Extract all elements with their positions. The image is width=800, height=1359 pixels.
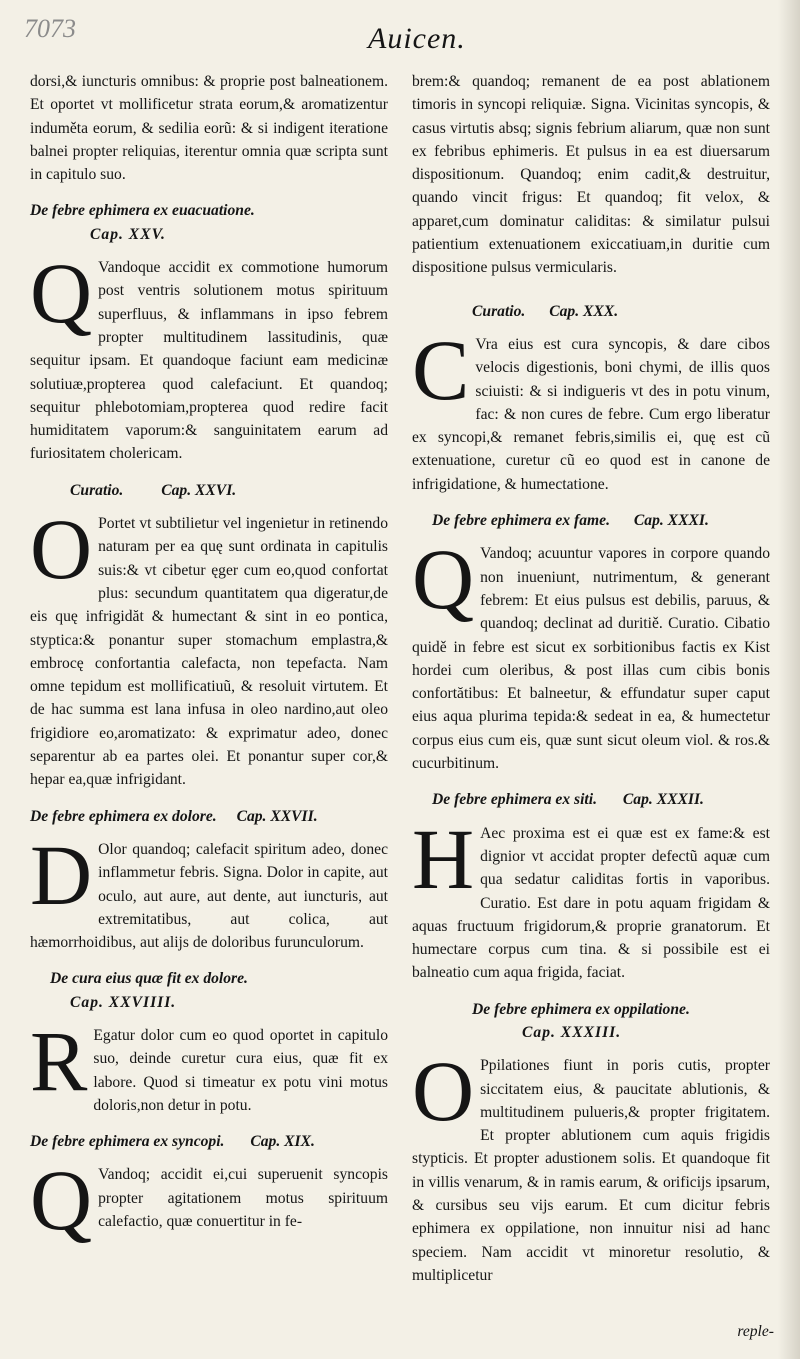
drop-cap: H bbox=[412, 810, 475, 907]
section-title: Curatio. bbox=[472, 302, 526, 320]
section-body bbox=[30, 245, 388, 466]
section-heading bbox=[70, 479, 388, 502]
section-title: De febre ephimera ex syncopi. bbox=[30, 1133, 225, 1151]
left-column bbox=[30, 70, 388, 1249]
section-text: Ppilationes fiunt in poris cutis, propter siccitatem eius, & paucitate ablutionis, & multitudinem pulueris,& propter frigitatem. Et propter ablutionem cum aquis frigidis stypticis. Et propter adustionem solis. Et quandoque fit in villis venarum, & in ramis earum, & orificijs ipsarum, & cursibus seu vijs earum. Et cum dicitur febris ephimera ex oppilatione, non innuitur nisi ad hanc speciem. Nam accidit vt minoretur resolutio, & multiplicetur bbox=[412, 1057, 770, 1284]
chapter-number: Cap. XXV. bbox=[90, 225, 166, 243]
section-heading bbox=[30, 1130, 388, 1153]
page-header bbox=[0, 0, 800, 70]
catchword: reple- bbox=[737, 1323, 774, 1340]
paragraph-continuation: dorsi,& iuncturis omnibus: & proprie post balneationem. Et oportet vt mollificetur strata eorum,& aromatizentur induměta eorum, & sedilia eorũ: & si indigent iteratione balnei propter reliquias, iterentur omnia quæ scripta sunt in capitulo suo. bbox=[30, 73, 388, 184]
section-text: Vra eius est cura syncopis, & dare cibos velocis digestionis, boni chymi, de illis quos sciuisti: & si indigueris vt des in potu vinum, fac: & non cures de febre. Cum ergo liberatur ex syncopi,& remanet febris,similis ei, quę est cũ extenuatione, curetur cũ eo quod est in canone de infrigidatione, & humectatione. bbox=[412, 335, 770, 493]
section-body bbox=[412, 810, 770, 985]
paragraph-continuation: brem:& quandoq; remanent de ea post ablationem timoris in syncopi reliquiæ. Signa. Vicinitas syncopis, & casus virtutis absq; signis febrium aliarum, quæ non sunt ex febribus ephimeris. Et pulsus in ea est diuersarum dispositionum. Quandoq; enim cadit,& destruitur, quando vincit frigus: Et quandoq; fit velox, & apparet,cum dominatur caliditas: & similatur pulsui patientium extenuationem exiccatiuam,in duritie cum dispositione pulsus vermicularis. bbox=[412, 73, 770, 277]
running-head: Auicen. bbox=[368, 22, 466, 55]
drop-cap: Q bbox=[30, 1152, 93, 1249]
section-text: Vandoq; accidit ei,cui superuenit syncopis propter agitationem motus spirituum calefactio, quæ conuertitur in fe- bbox=[98, 1166, 388, 1231]
section-title: De febre ephimera ex dolore. bbox=[30, 807, 217, 825]
section-body bbox=[412, 1043, 770, 1287]
section-title: De febre ephimera ex siti. bbox=[432, 791, 597, 809]
chapter-number: Cap. XXVI. bbox=[161, 481, 237, 499]
section-text: Aec proxima est ei quæ est ex fame:& est dignior vt accidat propter defectũ aquæ cum qua sedatur caliditas fortis in vaporibus. Curatio. Est dare in potu aquam frigidam & aquas fructuum frigidorum,& proprie granatorum. Et humectare corpus cum tina. & si possibile est ei balneatio cum aqua frigida, faciat. bbox=[412, 824, 770, 982]
drop-cap: D bbox=[30, 826, 93, 923]
section-title: Curatio. bbox=[70, 481, 124, 499]
section-heading bbox=[432, 788, 770, 811]
section-body bbox=[412, 531, 770, 775]
page-number: 7073 bbox=[24, 14, 76, 43]
section-text: Portet vt subtilietur vel ingenietur in retinendo naturam per ea quę sunt ordinata in capitulis suis:& vt cibetur ęger cum eo,quod confortat plus: secundum quantitatem qua digeratur,de eis quę infrigidăt & humectant & sint in eo pontica, styptica:& ponantur super stomachum emplastra,& embrocę confortantia calefacta, non tepefacta. Nam omne tepidum est mollificatiuũ, & resoluit virtutem. Et de hac summa est lana infusa in oleo nardino,aut oleo frigidiore eo,aromatizato: & exprimatur adeo, donec separentur ab ea partes olei. Et ponantur super cor,& hepar ea,quæ infrigidant. bbox=[30, 515, 388, 789]
section-text: Vandoq; acuuntur vapores in corpore quando non inueniunt, nutrimentum, & generant febrem: Et eius pulsus est debilis, paruus, & quandoq; declinat ad duritiě. Curatio. Cibatio quidě in febre est sicut ex sorbitionibus factis ex Kist hordei cum oleribus, & post illas cum cibis bonis confortătibus: Et balneetur, & effundatur super caput eius aqua plurima tepida:& sedeat in ea, & humectetur corpus eius cum eis, quæ sunt sicut oleum viol. & ros.& cucurbitinum. bbox=[412, 545, 770, 773]
section-heading bbox=[432, 509, 770, 532]
page-edge-shadow bbox=[778, 0, 800, 1359]
section-heading bbox=[30, 805, 388, 828]
section-body bbox=[30, 501, 388, 792]
drop-cap: C bbox=[412, 321, 470, 418]
section-heading: De febre ephimera ex euacuatione. bbox=[30, 202, 255, 220]
section-text: Vandoque accidit ex commotione humorum post ventris solutionem motus spirituum superfluus, & inflammans in ipso febrem propter multitudinem lassitudinis, quæ sequitur ipsam. Et quandoque faciunt eam medicinæ solutiuæ,propterea quod calefaciunt. Et quandoq; sequitur phlebotomiam,propterea quod redire facit humiditatem vaporum:& sanguinitatem earum ad furiositatem cholericam. bbox=[30, 259, 388, 463]
chapter-number: Cap. XXXIII. bbox=[522, 1023, 622, 1041]
section-body bbox=[30, 826, 388, 954]
section-title: De febre ephimera ex fame. bbox=[432, 512, 610, 530]
drop-cap: R bbox=[30, 1012, 88, 1109]
chapter-number: Cap. XXXI. bbox=[633, 512, 709, 530]
section-body bbox=[30, 1152, 388, 1249]
section-heading bbox=[472, 300, 770, 323]
chapter-number: Cap. XXVIIII. bbox=[70, 993, 177, 1011]
chapter-number: Cap. XXX. bbox=[549, 302, 619, 320]
chapter-number: Cap. XXXII. bbox=[622, 791, 704, 809]
chapter-number: Cap. XXVII. bbox=[236, 807, 318, 825]
drop-cap: Q bbox=[30, 245, 93, 342]
drop-cap: Q bbox=[412, 531, 475, 628]
section-text: Olor quandoq; calefacit spiritum adeo, donec inflammetur febris. Signa. Dolor in capite, aut oculo, aut aure, aut dente, aut iuncturis, aut extremitatibus, aut colica, aut hæmorrhoidibus, aut alijs de doloribus furunculorum. bbox=[30, 840, 388, 952]
section-body bbox=[412, 321, 770, 496]
right-column bbox=[412, 70, 770, 1287]
drop-cap: O bbox=[412, 1043, 475, 1140]
section-text: Egatur dolor cum eo quod oportet in capitulo suo, deinde curetur cura eius, quæ fit ex labore. Quod si timeatur ex potu vini motus doloris,non detur in potu. bbox=[93, 1026, 388, 1114]
section-body bbox=[30, 1012, 388, 1117]
section-heading: De cura eius quæ fit ex dolore. bbox=[50, 970, 248, 988]
chapter-number: Cap. XIX. bbox=[250, 1133, 315, 1151]
drop-cap: O bbox=[30, 501, 93, 598]
section-heading: De febre ephimera ex oppilatione. bbox=[472, 1000, 690, 1018]
